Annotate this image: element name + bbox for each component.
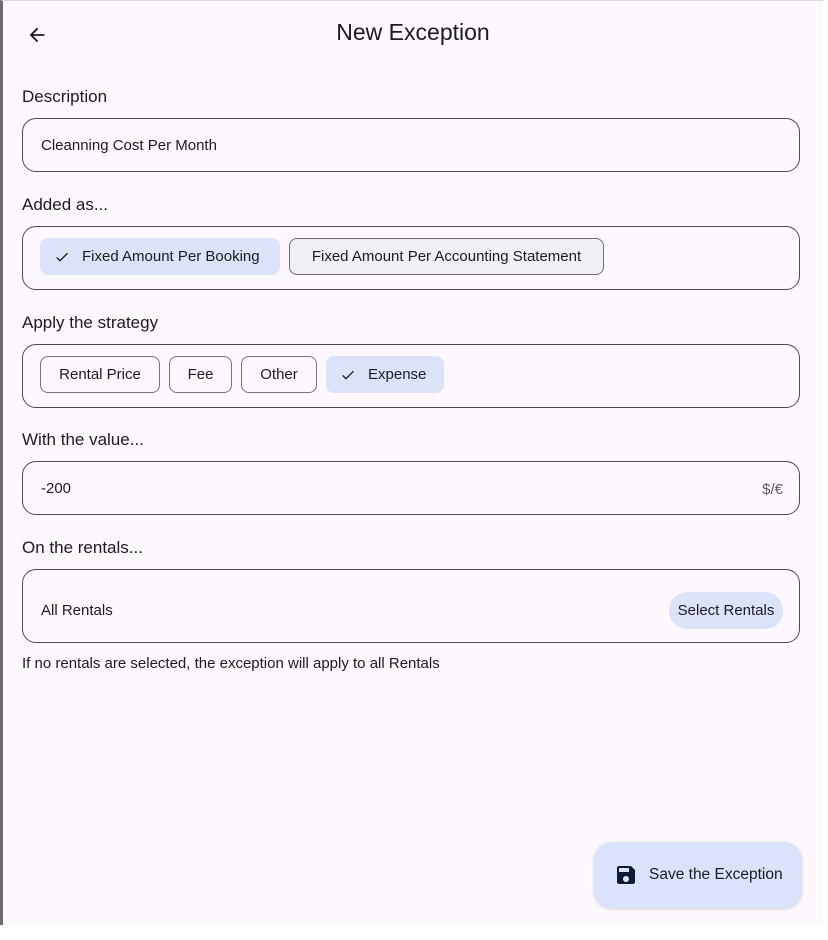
chip-label: Fixed Amount Per Accounting Statement <box>311 248 582 265</box>
rentals-helper-text: If no rentals are selected, the exception will apply to all Rentals <box>22 655 440 672</box>
chip-fixed-per-statement[interactable] <box>289 238 604 275</box>
strategy-label: Apply the strategy <box>22 313 159 332</box>
chip-label: Fee <box>187 366 214 383</box>
rentals-selection: All Rentals <box>41 602 113 619</box>
app-bar <box>3 1 823 65</box>
added-as-label: Added as... <box>22 195 109 214</box>
save-icon <box>614 863 638 887</box>
chip-expense[interactable] <box>326 356 444 393</box>
page-title: New Exception <box>336 19 490 45</box>
chip-label: Rental Price <box>59 366 141 383</box>
check-icon <box>54 249 70 265</box>
strategy-group <box>22 344 800 408</box>
save-button-label: Save the Exception <box>649 866 783 883</box>
chip-label: Other <box>260 366 298 383</box>
chip-rental-price[interactable] <box>40 356 160 393</box>
description-value: Cleanning Cost Per Month <box>41 137 217 154</box>
currency-suffix: $/€ <box>762 481 783 498</box>
chip-fee[interactable] <box>169 356 232 393</box>
value-field[interactable] <box>22 461 800 515</box>
value-label: With the value... <box>22 430 144 449</box>
save-exception-button[interactable] <box>594 842 802 908</box>
chip-fixed-per-booking[interactable] <box>40 238 280 275</box>
chip-label: Expense <box>368 366 427 383</box>
value-amount: -200 <box>41 480 72 497</box>
chip-label: Fixed Amount Per Booking <box>82 248 260 265</box>
check-icon <box>340 367 356 383</box>
description-label: Description <box>22 87 108 106</box>
rentals-field <box>22 569 800 643</box>
added-as-group <box>22 226 800 290</box>
description-field[interactable] <box>22 118 800 172</box>
select-rentals-button[interactable]: Select Rentals <box>669 592 783 629</box>
rentals-label: On the rentals... <box>22 538 143 557</box>
chip-other[interactable] <box>241 356 317 393</box>
